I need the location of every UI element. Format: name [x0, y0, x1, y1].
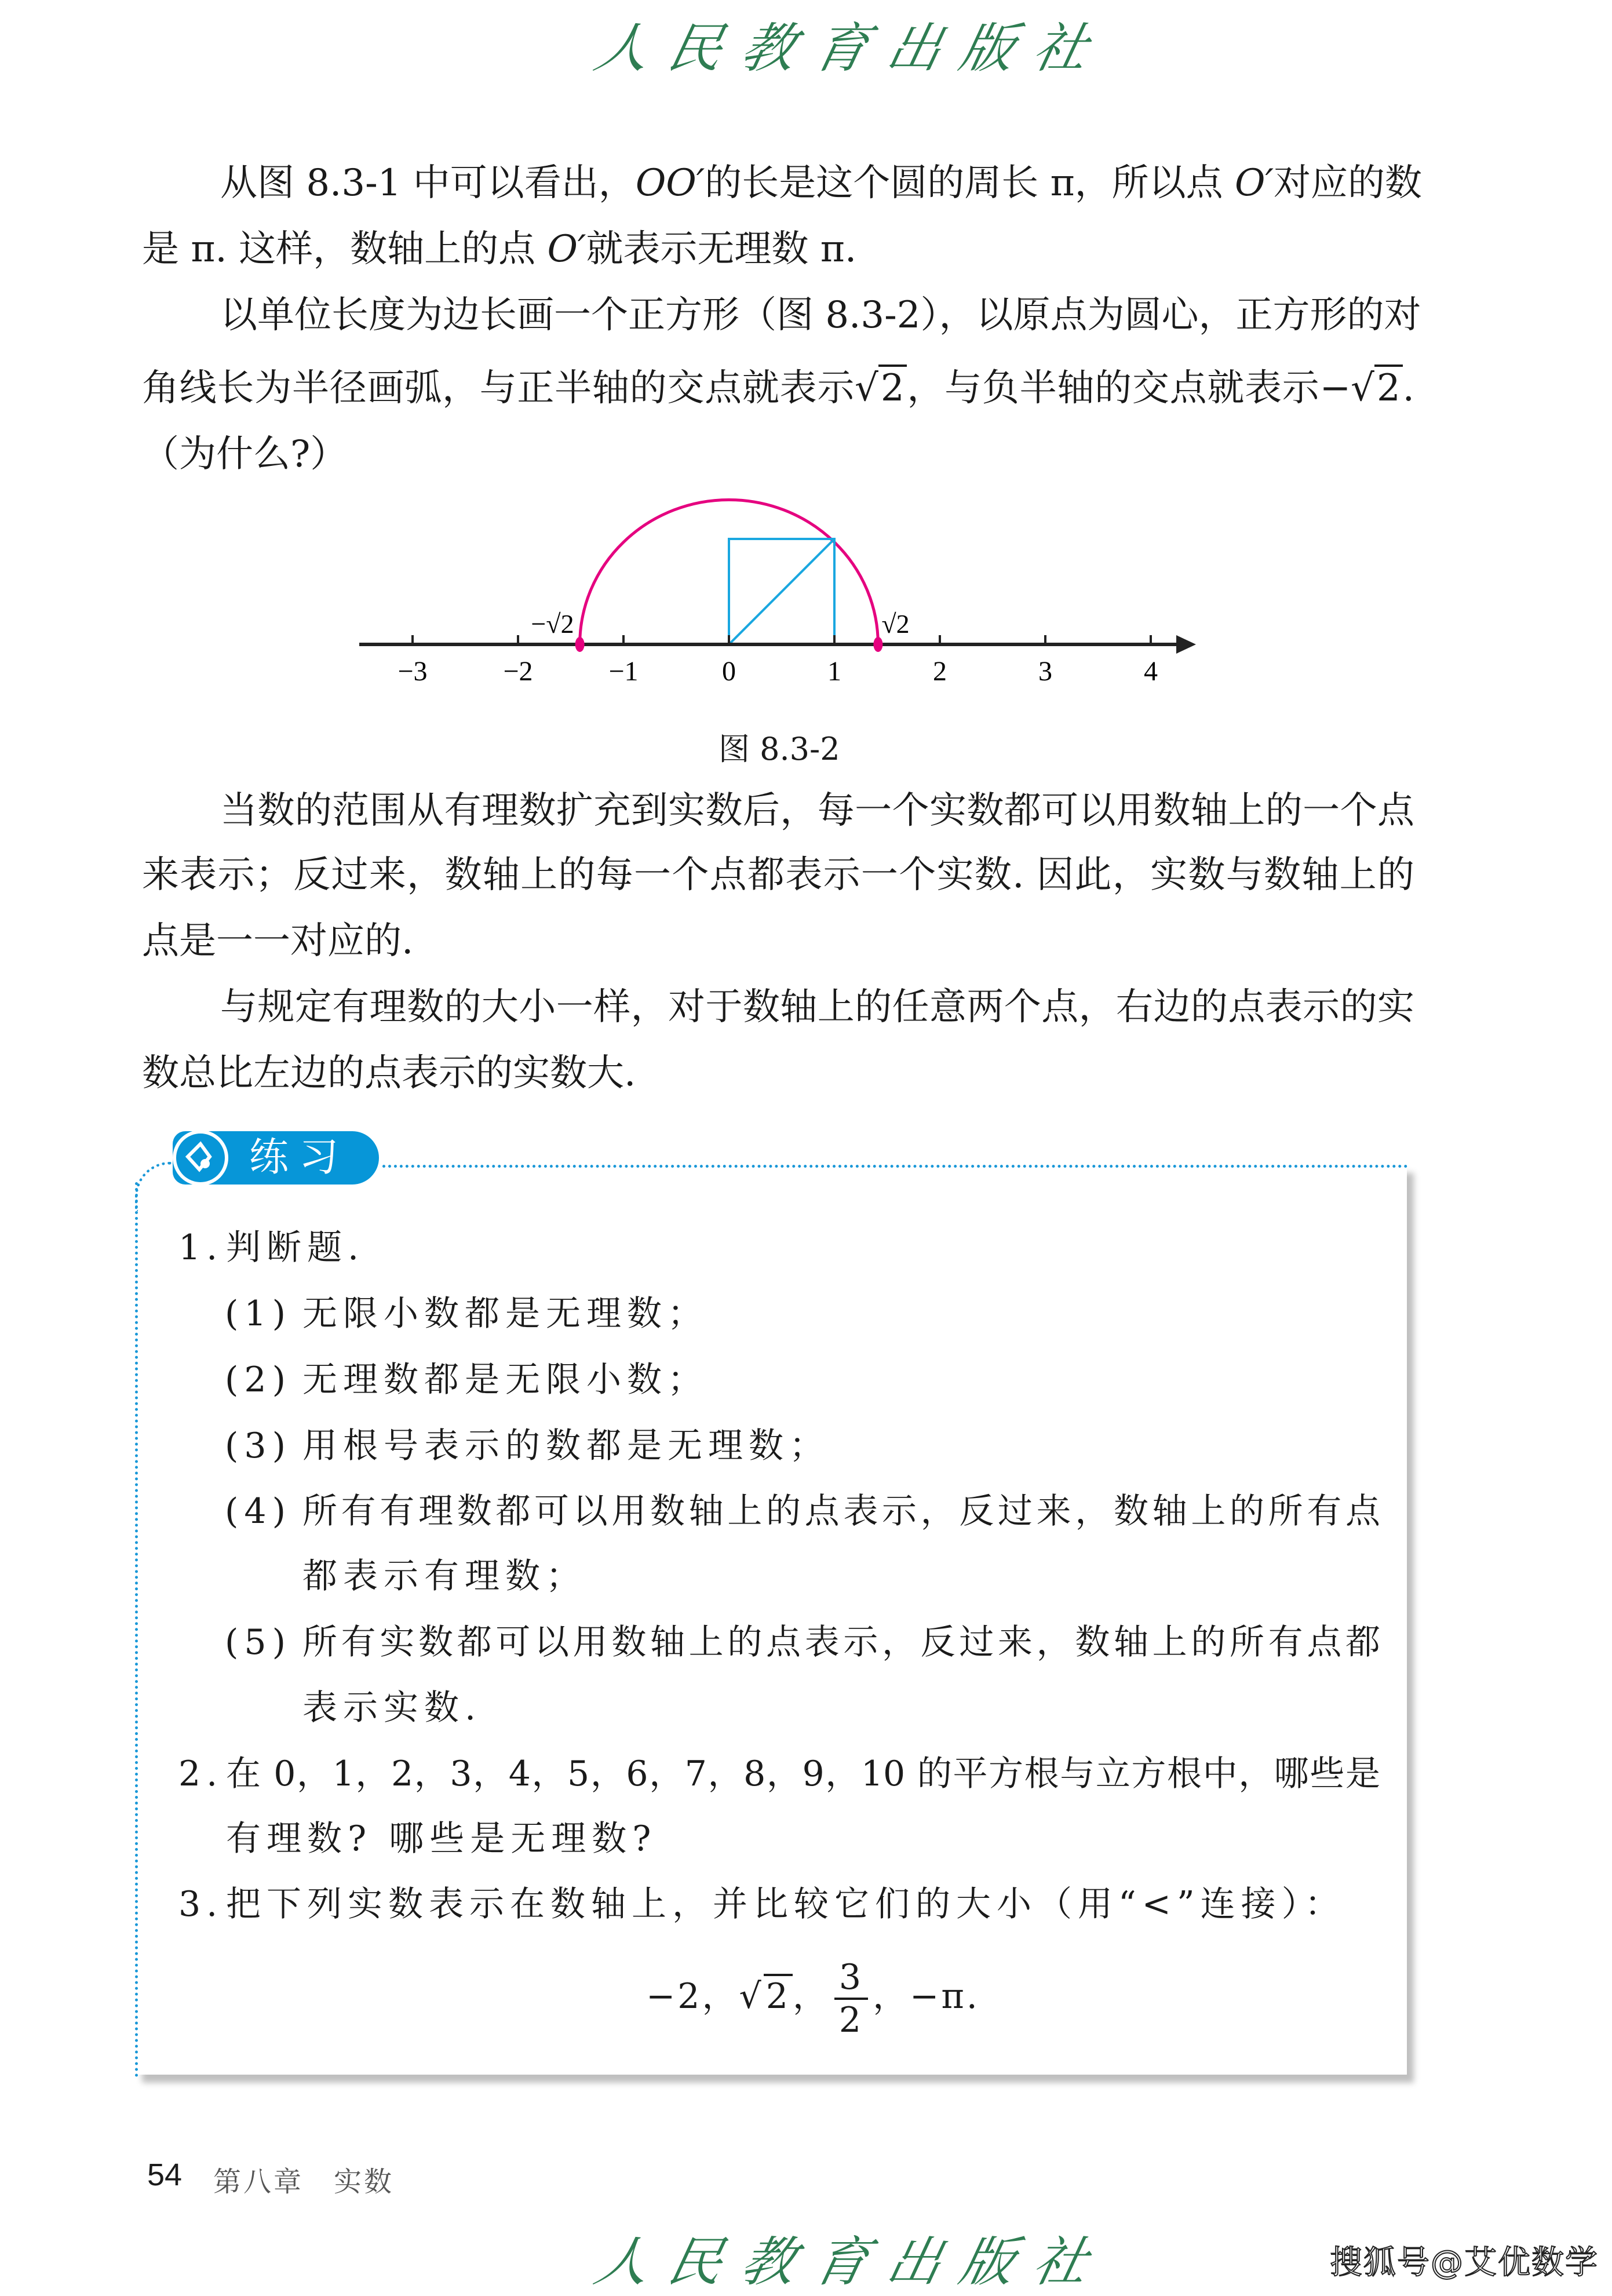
- pencil-icon: [173, 1130, 228, 1186]
- text: .: [1402, 367, 1415, 410]
- math-o: O′: [547, 228, 586, 271]
- q3-expression: [646, 1953, 980, 2040]
- para3-line3: 点是一一对应的.: [142, 920, 414, 963]
- para3-line1: 当数的范围从有理数扩充到实数后，每一个实数都可以用数轴上的一个点: [220, 789, 1414, 832]
- q1-item4-text-line1: 所有有理数都可以用数轴上的点表示，反过来，数轴上的所有点: [302, 1491, 1380, 1532]
- neg-sqrt2-label: −√2: [531, 609, 574, 639]
- para2-line3: （为什么?）: [142, 433, 348, 476]
- tick-label: −1: [608, 656, 639, 687]
- radicand: 2: [1374, 365, 1403, 410]
- radical-sign: √: [739, 1976, 764, 2017]
- practice-title: 练习: [249, 1135, 349, 1180]
- math-o: O′: [1235, 162, 1274, 205]
- sqrt-2: [855, 359, 907, 417]
- q3-text: 把下列实数表示在数轴上，并比较它们的大小（用“<”连接）：: [226, 1884, 1345, 1925]
- watermark: 搜狐号@艾优数学: [1330, 2244, 1599, 2282]
- expr-term: −2，: [646, 1976, 739, 2017]
- q1-number: 1.: [178, 1227, 224, 1268]
- publisher-logo-bottom: 人民教育出版社: [589, 2231, 1114, 2293]
- para3-line2: 来表示；反过来，数轴上的每一个点都表示一个实数. 因此，实数与数轴上的: [142, 854, 1414, 896]
- square-diagonal: [729, 539, 834, 644]
- numerator: 3: [834, 1957, 868, 2000]
- denominator: 2: [838, 2000, 864, 2041]
- tick-label: 2: [933, 656, 947, 687]
- q1-item1-text: 无限小数都是无理数；: [302, 1293, 708, 1334]
- para4-line1: 与规定有理数的大小一样，对于数轴上的任意两个点，右边的点表示的实: [220, 986, 1414, 1029]
- q1-text: 判断题.: [226, 1227, 365, 1268]
- publisher-logo-top: 人民教育出版社: [589, 17, 1114, 79]
- tick-label: 0: [722, 656, 736, 687]
- q1-item3-number: (3): [225, 1426, 291, 1466]
- q1-item4-number: (4): [225, 1491, 291, 1532]
- text: 角线长为半径画弧，与正半轴的交点就表示: [142, 367, 855, 410]
- q1-item5-text-line1: 所有实数都可以用数轴上的点表示，反过来，数轴上的所有点都: [302, 1622, 1380, 1663]
- axis-arrow: [1176, 635, 1196, 654]
- q1-item1-number: (1): [225, 1293, 291, 1334]
- point-neg-sqrt2: [575, 637, 585, 652]
- radical-sign: √: [1351, 367, 1374, 410]
- sqrt-2: [1351, 359, 1403, 417]
- q1-item3-text: 用根号表示的数都是无理数；: [302, 1426, 830, 1466]
- radical-sign: √: [855, 367, 878, 410]
- tick-label: 1: [827, 656, 841, 687]
- expr-term: ，−π.: [873, 1976, 980, 2017]
- sqrt-2: [739, 1953, 792, 2040]
- q1-item2-text: 无理数都是无限小数；: [302, 1360, 708, 1400]
- text: 的长是这个圆的周长 π，所以点: [705, 162, 1235, 205]
- q1-item5-text-line2: 表示实数.: [302, 1688, 482, 1728]
- q2-text-line2: 有理数? 哪些是无理数?: [226, 1818, 657, 1859]
- tick-label: −2: [503, 656, 533, 687]
- q2-text-line1: 在 0，1，2，3，4，5，6，7，8，9，10 的平方根与立方根中，哪些是: [226, 1754, 1380, 1794]
- q1-item2-number: (2): [225, 1360, 291, 1400]
- tick-label: 3: [1038, 656, 1052, 687]
- para1-line2: [142, 220, 856, 278]
- para2-line2: [142, 359, 1414, 417]
- para2-line1: 以单位长度为边长画一个正方形（图 8.3-2），以原点为圆心，正方形的对: [220, 294, 1421, 337]
- text: ，与负半轴的交点就表示−: [906, 367, 1351, 410]
- q1-item5-number: (5): [225, 1622, 291, 1663]
- q2-number: 2.: [178, 1754, 224, 1794]
- dotted-border-left: [135, 1182, 138, 2078]
- fraction: [834, 1957, 868, 2040]
- radicand: 2: [764, 1974, 793, 2017]
- pos-sqrt2-label: √2: [881, 609, 910, 639]
- text: 从图 8.3-1 中可以看出，: [220, 162, 636, 205]
- para4-line2: 数总比左边的点表示的实数大.: [142, 1052, 636, 1095]
- q1-item4-text-line2: 都表示有理数；: [302, 1556, 586, 1597]
- number-line-figure: [0, 475, 1612, 707]
- math-oo: OO′: [635, 162, 705, 205]
- expr-sep: ，: [792, 1976, 830, 2017]
- q3-number: 3.: [178, 1884, 224, 1925]
- dotted-border-top: [382, 1165, 1408, 1168]
- page-number: 54: [147, 2157, 183, 2192]
- chapter-title: 第八章 实数: [213, 2166, 395, 2198]
- figure-caption: 图 8.3-2: [719, 731, 840, 767]
- text: 就表示无理数 π.: [586, 228, 857, 271]
- point-pos-sqrt2: [873, 637, 882, 652]
- tick-label: −3: [397, 656, 428, 687]
- text: 对应的数: [1274, 162, 1423, 205]
- radicand: 2: [878, 365, 907, 410]
- para1-line1: [220, 154, 1423, 212]
- tick-label: 4: [1144, 656, 1158, 687]
- text: 是 π. 这样，数轴上的点: [142, 228, 548, 271]
